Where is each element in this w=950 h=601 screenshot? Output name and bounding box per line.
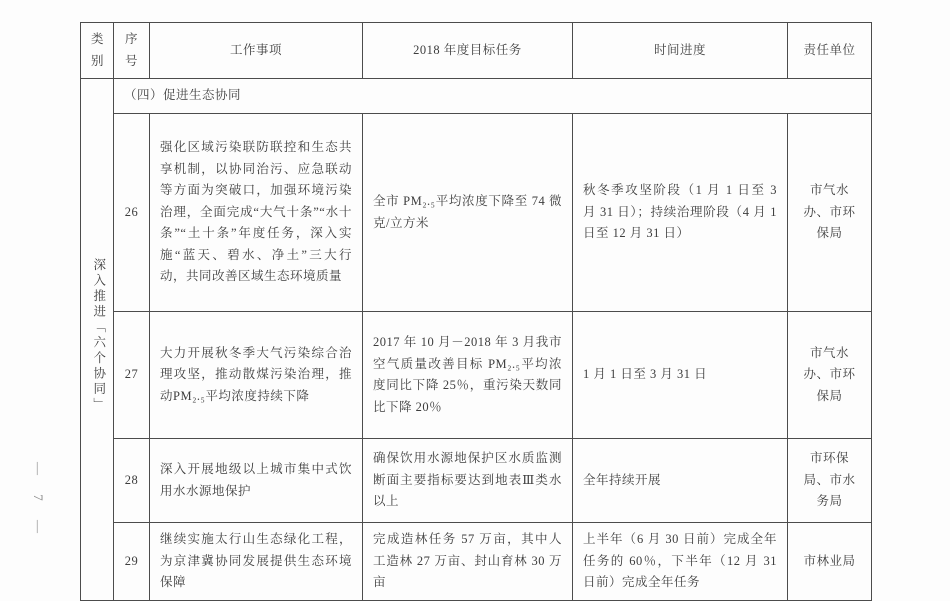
header-target-task: 2018 年度目标任务 xyxy=(363,23,573,79)
section-title: （四）促进生态协同 xyxy=(114,79,872,114)
row-number: 26 xyxy=(114,114,150,312)
row-number: 28 xyxy=(114,439,150,523)
target-task-cell: 完成造林任务 57 万亩，其中人工造林 27 万亩、封山育林 30 万亩 xyxy=(363,523,573,601)
responsible-unit-cell: 市林业局 xyxy=(788,523,872,601)
time-progress-cell: 1 月 1 日至 3 月 31 日 xyxy=(573,312,788,439)
row-number: 27 xyxy=(114,312,150,439)
target-task-cell: 确保饮用水源地保护区水质监测断面主要指标要达到地表Ⅲ类水以上 xyxy=(363,439,573,523)
work-item-cell: 大力开展秋冬季大气污染综合治理攻坚，推动散煤污染治理，推动PM₂.₅平均浓度持续下降 xyxy=(150,312,363,439)
section-row xyxy=(81,79,872,114)
category-cell xyxy=(81,79,114,601)
category-vertical-label: 深入推进﹁六个协同﹂ xyxy=(91,258,106,413)
page-number: — 7 — xyxy=(31,462,46,541)
table-row xyxy=(81,114,872,312)
responsible-unit-cell: 市气水办、市环保局 xyxy=(788,312,872,439)
header-responsible-unit: 责任单位 xyxy=(788,23,872,79)
target-task-cell: 2017 年 10 月－2018 年 3 月我市空气质量改善目标 PM₂.₅平均浓度同比下降 25％，重污染天数同比下降 20％ xyxy=(363,312,573,439)
time-progress-cell: 全年持续开展 xyxy=(573,439,788,523)
target-task-cell: 全市 PM₂.₅平均浓度下降至 74 微克/立方米 xyxy=(363,114,573,312)
header-category: 类别 xyxy=(81,23,114,79)
header-number: 序号 xyxy=(114,23,150,79)
table-row xyxy=(81,312,872,439)
header-time-progress: 时间进度 xyxy=(573,23,788,79)
table-row xyxy=(81,523,872,601)
time-progress-cell: 上半年（6 月 30 日前）完成全年任务的 60％，下半年（12 月 31 日前）完成全年任务 xyxy=(573,523,788,601)
work-plan-table xyxy=(80,22,872,601)
responsible-unit-cell: 市环保局、市水务局 xyxy=(788,439,872,523)
time-progress-cell: 秋冬季攻坚阶段（1 月 1 日至 3 月 31 日）；持续治理阶段（4 月 1 日至 12 月 31 日） xyxy=(573,114,788,312)
table-row xyxy=(81,439,872,523)
row-number: 29 xyxy=(114,523,150,601)
header-work-item: 工作事项 xyxy=(150,23,363,79)
work-item-cell: 继续实施太行山生态绿化工程，为京津冀协同发展提供生态环境保障 xyxy=(150,523,363,601)
work-item-cell: 深入开展地级以上城市集中式饮用水水源地保护 xyxy=(150,439,363,523)
work-item-cell: 强化区域污染联防联控和生态共享机制，以协同治污、应急联动等方面为突破口，加强环境污染治理，全面完成“大气十条”“水十条”“土十条”年度任务，深入实施“蓝天、碧水、净土”三大行动，共同改善区域生态环境质量 xyxy=(150,114,363,312)
table-header-row xyxy=(81,23,872,79)
responsible-unit-cell: 市气水办、市环保局 xyxy=(788,114,872,312)
